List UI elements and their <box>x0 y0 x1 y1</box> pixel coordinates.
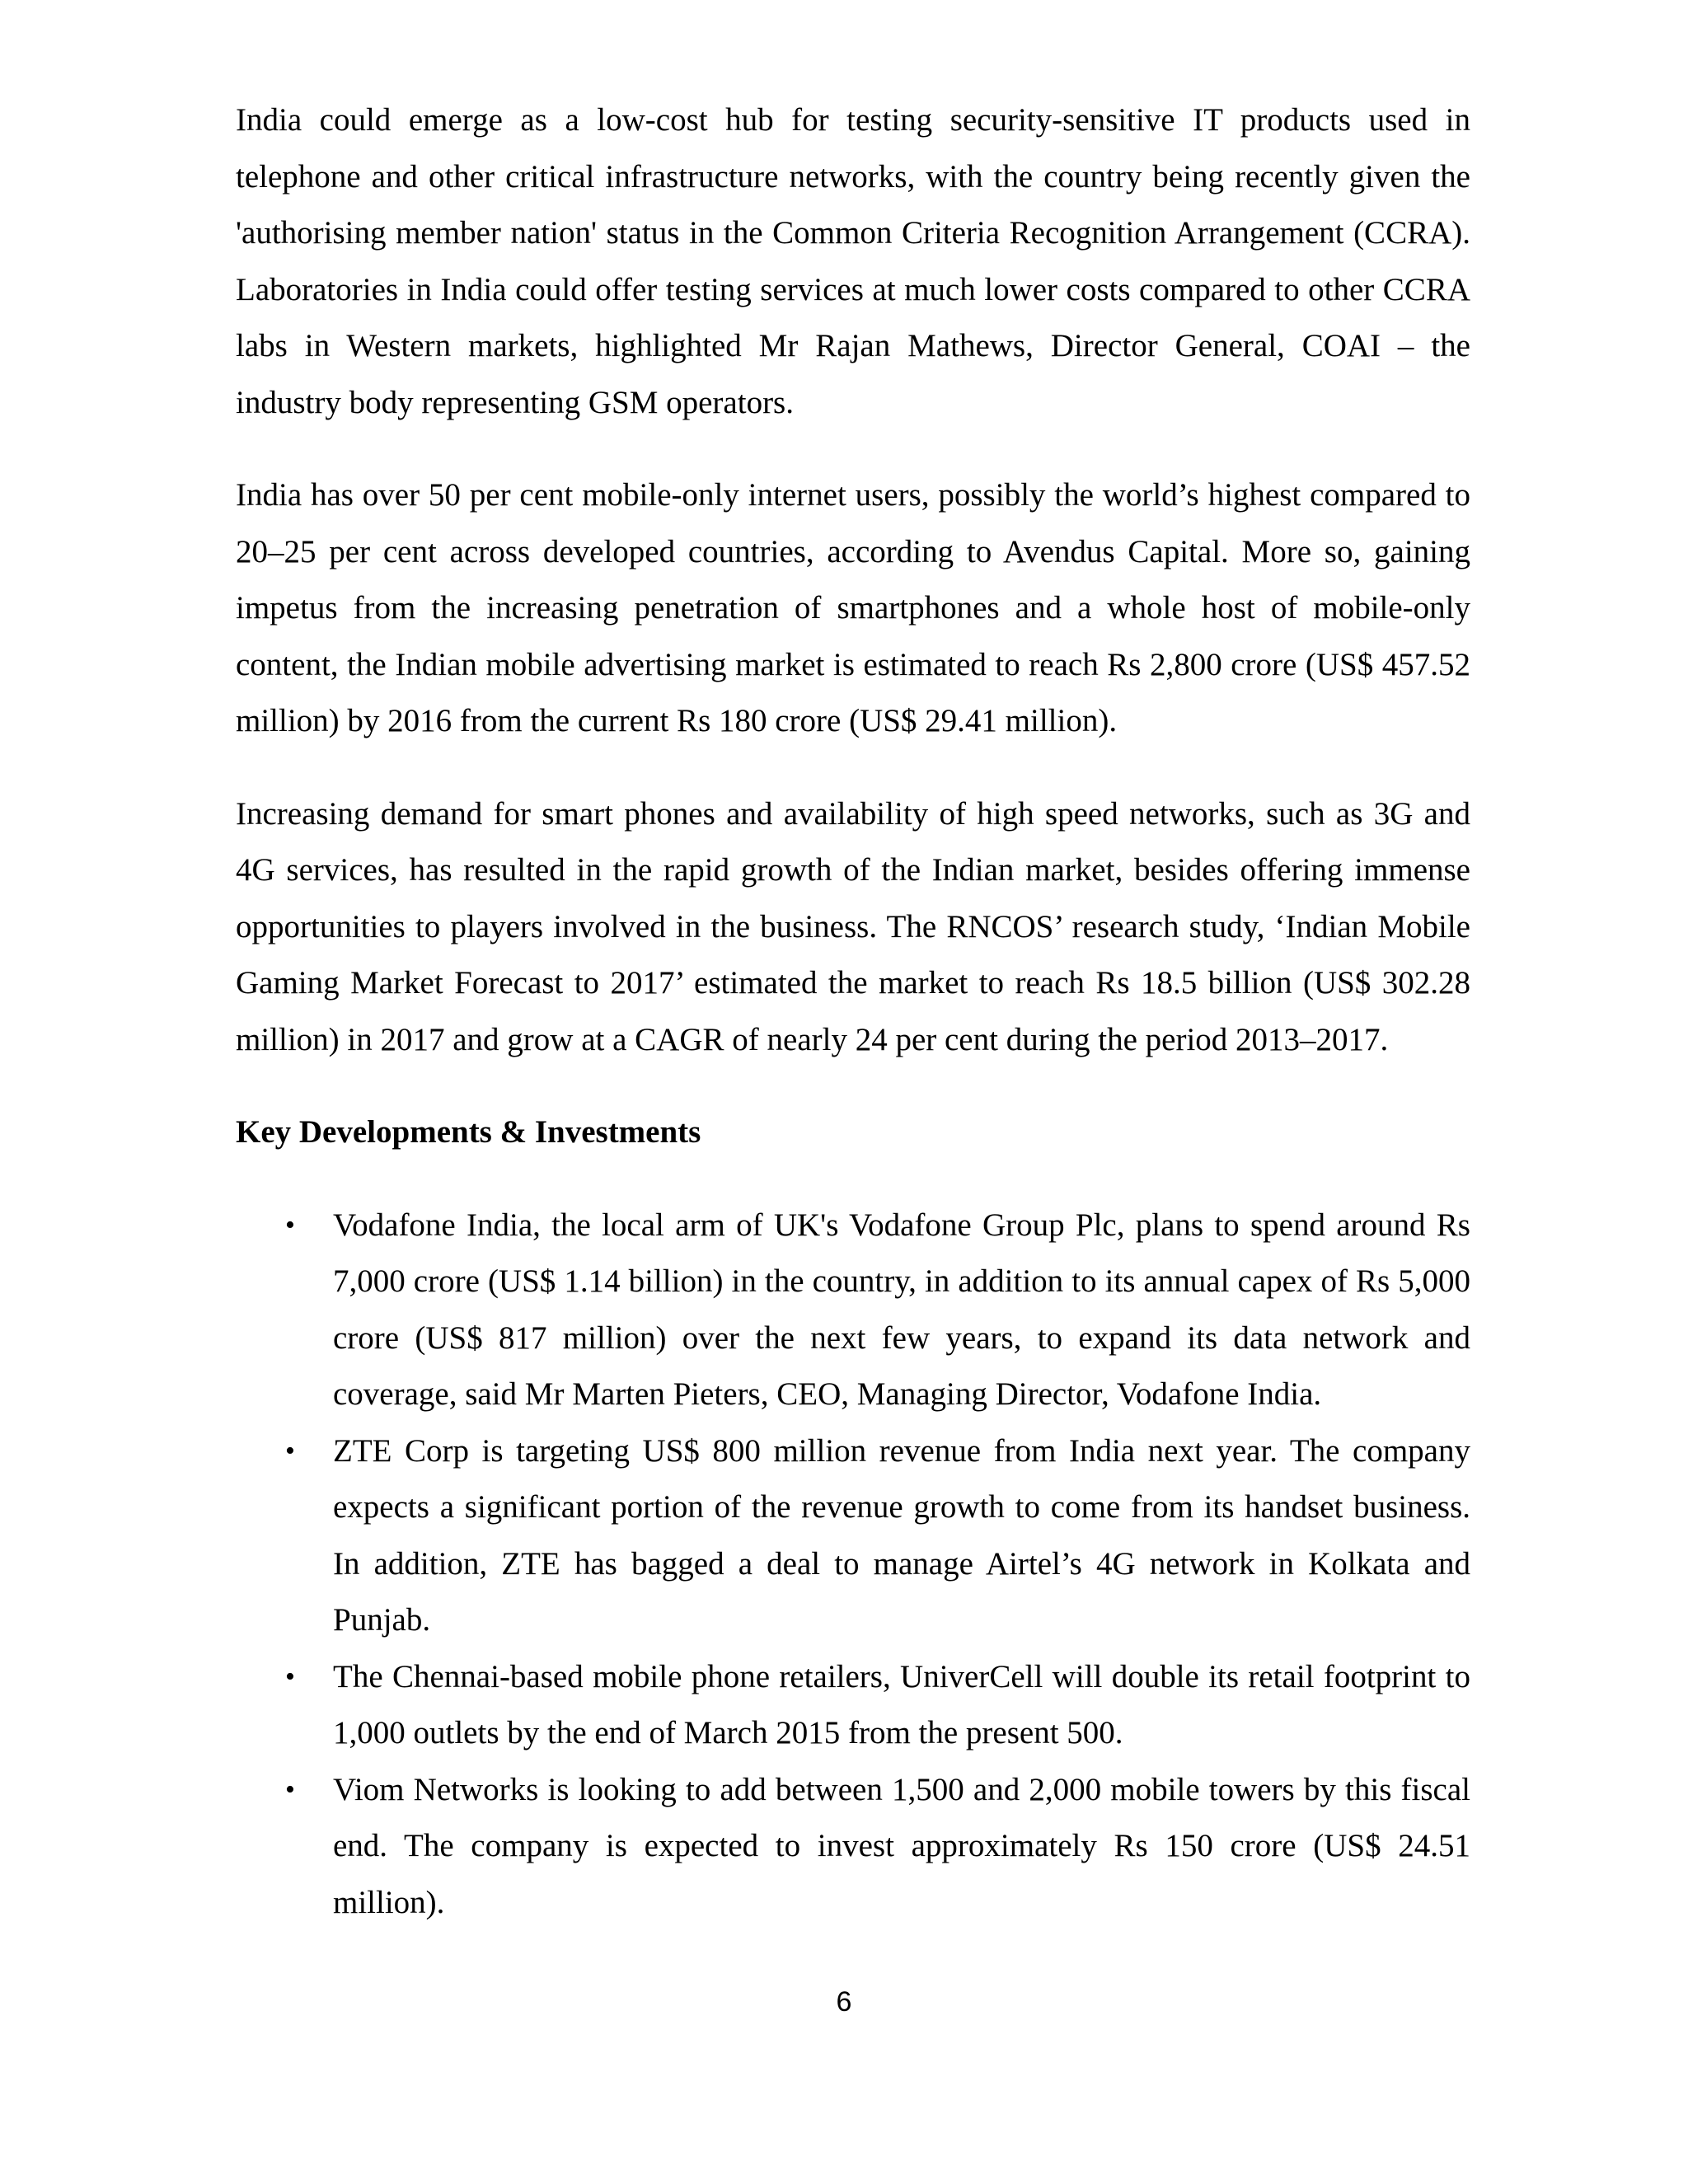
paragraph-mobile-internet-users: India has over 50 per cent mobile-only internet users, possibly the world’s highest compared to 20–25 per cent across developed countries, according to Avendus Capital. More so, gaining impetus from the increasing penetration of smartphones and a whole host of mobile-only content, the Indian mobile advertising market is estimated to reach Rs 2,800 crore (US$ 457.52 million) by 2016 from the current Rs 180 crore (US$ 29.41 million). <box>236 477 1470 738</box>
document-page <box>236 92 1470 1931</box>
paragraph-mobile-gaming-market: Increasing demand for smart phones and availability of high speed networks, such as 3G and 4G services, has resulted in the rapid growth of the Indian market, besides offering immense opportunities to players involved in the business. The RNCOS’ research study, ‘Indian Mobile Gaming Market Forecast to 2017’ estimated the market to reach Rs 18.5 billion (US$ 302.28 million) in 2017 and grow at a CAGR of nearly 24 per cent during the period 2013–2017. <box>236 795 1470 1057</box>
list-item <box>236 1762 1470 1932</box>
list-item-text: Viom Networks is looking to add between 1,500 and 2,000 mobile towers by this fiscal end. The company is expected to invest approximately Rs 150 crore (US$ 24.51 million). <box>333 1771 1470 1920</box>
bullet-icon: • <box>285 1435 295 1466</box>
list-item <box>236 1423 1470 1649</box>
section-heading: Key Developments & Investments <box>236 1114 701 1150</box>
bullet-icon: • <box>285 1774 295 1805</box>
paragraph-ccra-testing-hub: India could emerge as a low-cost hub for testing security-sensitive IT products used in telephone and other critical infrastructure networks, with the country being recently given the 'authorising member nation' status in the Common Criteria Recognition Arrangement (CCRA). Laboratories in India could offer testing services at much lower costs compared to other CCRA labs in Western markets, highlighted Mr Rajan Mathews, Director General, COAI – the industry body representing GSM operators. <box>236 102 1470 420</box>
list-item-text: ZTE Corp is targeting US$ 800 million revenue from India next year. The company expects a significant portion of the revenue growth to come from its handset business. In addition, ZTE has bagged a deal to manage Airtel’s 4G network in Kolkata and Punjab. <box>333 1432 1470 1638</box>
bullet-icon: • <box>285 1209 295 1240</box>
bullet-icon: • <box>285 1661 295 1692</box>
page-number: 6 <box>836 1986 852 2018</box>
list-item <box>236 1649 1470 1762</box>
list-item-text: The Chennai-based mobile phone retailers, UniverCell will double its retail footprint to 1,000 outlets by the end of March 2015 from the present 500. <box>333 1658 1470 1750</box>
list-item-text: Vodafone India, the local arm of UK's Vodafone Group Plc, plans to spend around Rs 7,000 crore (US$ 1.14 billion) in the country, in addition to its annual capex of Rs 5,000 crore (US$ 817 million) over the next few years, to expand its data network and coverage, said Mr Marten Pieters, CEO, Managing Director, Vodafone India. <box>333 1207 1470 1412</box>
list-item <box>236 1197 1470 1423</box>
developments-list <box>236 1197 1470 1932</box>
